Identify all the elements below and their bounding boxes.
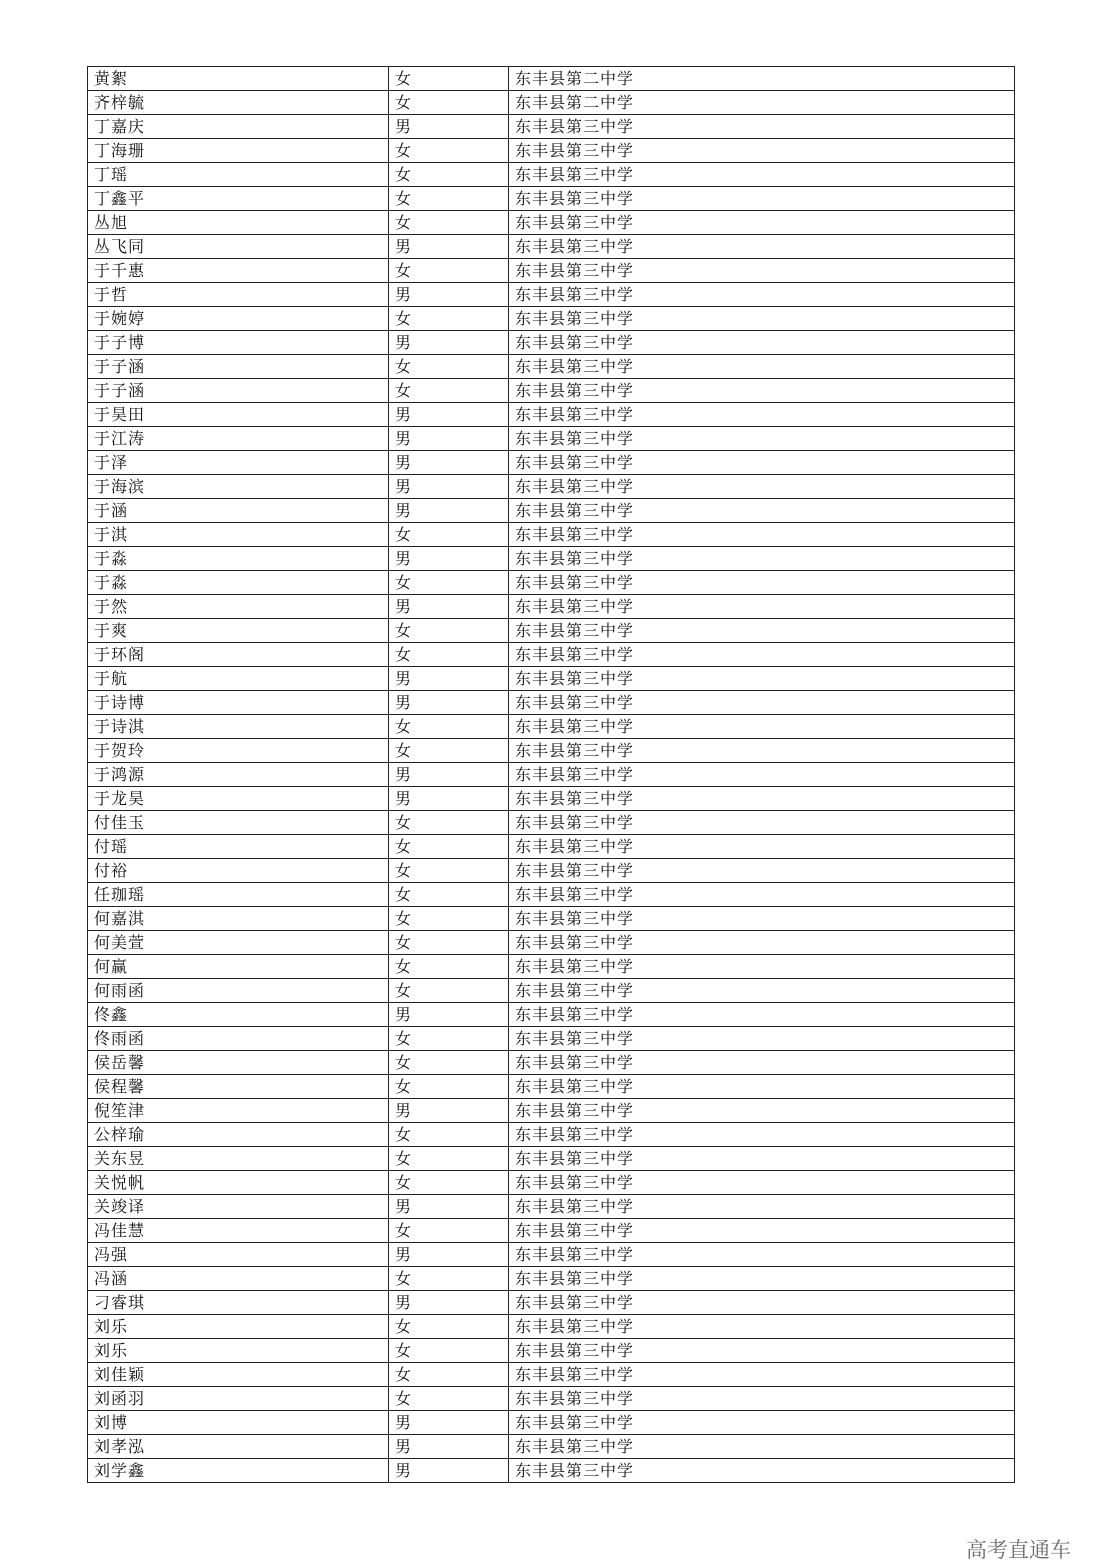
name-cell: 刘乐: [88, 1339, 389, 1363]
school-cell: 东丰县第三中学: [509, 355, 1015, 379]
name-cell: 于婉婷: [88, 307, 389, 331]
school-cell: 东丰县第三中学: [509, 859, 1015, 883]
gender-cell: 女: [389, 619, 509, 643]
gender-cell: 女: [389, 1075, 509, 1099]
school-cell: 东丰县第二中学: [509, 67, 1015, 91]
name-cell: 丁海珊: [88, 139, 389, 163]
school-cell: 东丰县第三中学: [509, 379, 1015, 403]
school-cell: 东丰县第三中学: [509, 619, 1015, 643]
table-row: [88, 643, 1015, 667]
table-row: [88, 331, 1015, 355]
gender-cell: 女: [389, 1027, 509, 1051]
name-cell: 于子涵: [88, 379, 389, 403]
table-row: [88, 499, 1015, 523]
name-cell: 刘佳颖: [88, 1363, 389, 1387]
name-cell: 刘博: [88, 1411, 389, 1435]
school-cell: 东丰县第三中学: [509, 163, 1015, 187]
name-cell: 于淼: [88, 571, 389, 595]
table-row: [88, 979, 1015, 1003]
gender-cell: 女: [389, 355, 509, 379]
name-cell: 于千惠: [88, 259, 389, 283]
name-cell: 公梓瑜: [88, 1123, 389, 1147]
gender-cell: 男: [389, 1195, 509, 1219]
school-cell: 东丰县第二中学: [509, 91, 1015, 115]
school-cell: 东丰县第三中学: [509, 1339, 1015, 1363]
table-row: [88, 139, 1015, 163]
gender-cell: 女: [389, 91, 509, 115]
name-cell: 于贺玲: [88, 739, 389, 763]
gender-cell: 女: [389, 523, 509, 547]
school-cell: 东丰县第三中学: [509, 811, 1015, 835]
name-cell: 于淇: [88, 523, 389, 547]
school-cell: 东丰县第三中学: [509, 1099, 1015, 1123]
school-cell: 东丰县第三中学: [509, 547, 1015, 571]
name-cell: 付佳玉: [88, 811, 389, 835]
gender-cell: 女: [389, 955, 509, 979]
table-row: [88, 1195, 1015, 1219]
name-cell: 于海滨: [88, 475, 389, 499]
table-row: [88, 1411, 1015, 1435]
table-row: [88, 739, 1015, 763]
school-cell: 东丰县第三中学: [509, 211, 1015, 235]
table-row: [88, 1243, 1015, 1267]
school-cell: 东丰县第三中学: [509, 643, 1015, 667]
name-cell: 于航: [88, 667, 389, 691]
table-row: [88, 1003, 1015, 1027]
name-cell: 于子涵: [88, 355, 389, 379]
table-row: [88, 859, 1015, 883]
gender-cell: 男: [389, 547, 509, 571]
table-row: [88, 931, 1015, 955]
school-cell: 东丰县第三中学: [509, 307, 1015, 331]
school-cell: 东丰县第三中学: [509, 1219, 1015, 1243]
school-cell: 东丰县第三中学: [509, 115, 1015, 139]
school-cell: 东丰县第三中学: [509, 475, 1015, 499]
gender-cell: 男: [389, 1003, 509, 1027]
school-cell: 东丰县第三中学: [509, 235, 1015, 259]
table-row: [88, 1387, 1015, 1411]
table-row: [88, 1099, 1015, 1123]
gender-cell: 女: [389, 835, 509, 859]
table-row: [88, 259, 1015, 283]
table-row: [88, 1051, 1015, 1075]
gender-cell: 男: [389, 235, 509, 259]
name-cell: 于诗淇: [88, 715, 389, 739]
school-cell: 东丰县第三中学: [509, 691, 1015, 715]
table-row: [88, 1339, 1015, 1363]
table-row: [88, 451, 1015, 475]
table-row: [88, 1291, 1015, 1315]
table-row: [88, 91, 1015, 115]
gender-cell: 男: [389, 595, 509, 619]
table-row: [88, 523, 1015, 547]
name-cell: 于爽: [88, 619, 389, 643]
name-cell: 侯程馨: [88, 1075, 389, 1099]
table-row: [88, 1075, 1015, 1099]
gender-cell: 女: [389, 1171, 509, 1195]
roster-body: [88, 67, 1015, 1483]
school-cell: 东丰县第三中学: [509, 715, 1015, 739]
name-cell: 齐梓毓: [88, 91, 389, 115]
school-cell: 东丰县第三中学: [509, 1435, 1015, 1459]
table-row: [88, 1363, 1015, 1387]
name-cell: 关竣译: [88, 1195, 389, 1219]
table-row: [88, 475, 1015, 499]
table-row: [88, 691, 1015, 715]
name-cell: 于涵: [88, 499, 389, 523]
table-row: [88, 883, 1015, 907]
school-cell: 东丰县第三中学: [509, 1171, 1015, 1195]
gender-cell: 男: [389, 115, 509, 139]
school-cell: 东丰县第三中学: [509, 1195, 1015, 1219]
gender-cell: 男: [389, 427, 509, 451]
school-cell: 东丰县第三中学: [509, 883, 1015, 907]
table-row: [88, 1171, 1015, 1195]
school-cell: 东丰县第三中学: [509, 931, 1015, 955]
gender-cell: 女: [389, 1339, 509, 1363]
name-cell: 刘孝泓: [88, 1435, 389, 1459]
table-row: [88, 187, 1015, 211]
school-cell: 东丰县第三中学: [509, 139, 1015, 163]
table-row: [88, 787, 1015, 811]
gender-cell: 女: [389, 1123, 509, 1147]
school-cell: 东丰县第三中学: [509, 835, 1015, 859]
name-cell: 付裕: [88, 859, 389, 883]
name-cell: 刘函羽: [88, 1387, 389, 1411]
table-row: [88, 571, 1015, 595]
school-cell: 东丰县第三中学: [509, 1243, 1015, 1267]
name-cell: 付瑶: [88, 835, 389, 859]
name-cell: 冯强: [88, 1243, 389, 1267]
table-row: [88, 907, 1015, 931]
name-cell: 于然: [88, 595, 389, 619]
name-cell: 于泽: [88, 451, 389, 475]
gender-cell: 男: [389, 667, 509, 691]
table-row: [88, 1459, 1015, 1483]
school-cell: 东丰县第三中学: [509, 1459, 1015, 1483]
gender-cell: 女: [389, 883, 509, 907]
table-row: [88, 1027, 1015, 1051]
gender-cell: 女: [389, 907, 509, 931]
name-cell: 于昊田: [88, 403, 389, 427]
school-cell: 东丰县第三中学: [509, 1003, 1015, 1027]
school-cell: 东丰县第三中学: [509, 499, 1015, 523]
table-row: [88, 763, 1015, 787]
gender-cell: 女: [389, 67, 509, 91]
table-row: [88, 163, 1015, 187]
gender-cell: 女: [389, 811, 509, 835]
name-cell: 刘乐: [88, 1315, 389, 1339]
name-cell: 于哲: [88, 283, 389, 307]
gender-cell: 女: [389, 715, 509, 739]
name-cell: 何嘉淇: [88, 907, 389, 931]
name-cell: 丛飞同: [88, 235, 389, 259]
gender-cell: 女: [389, 931, 509, 955]
name-cell: 于子博: [88, 331, 389, 355]
school-cell: 东丰县第三中学: [509, 907, 1015, 931]
gender-cell: 女: [389, 187, 509, 211]
gender-cell: 男: [389, 1411, 509, 1435]
gender-cell: 男: [389, 1243, 509, 1267]
table-row: [88, 115, 1015, 139]
name-cell: 于江涛: [88, 427, 389, 451]
table-row: [88, 619, 1015, 643]
name-cell: 倪笙津: [88, 1099, 389, 1123]
gender-cell: 女: [389, 307, 509, 331]
table-row: [88, 1435, 1015, 1459]
school-cell: 东丰县第三中学: [509, 739, 1015, 763]
school-cell: 东丰县第三中学: [509, 1411, 1015, 1435]
school-cell: 东丰县第三中学: [509, 331, 1015, 355]
table-row: [88, 1267, 1015, 1291]
table-row: [88, 379, 1015, 403]
gender-cell: 男: [389, 691, 509, 715]
gender-cell: 女: [389, 1387, 509, 1411]
gender-cell: 男: [389, 283, 509, 307]
name-cell: 侯岳馨: [88, 1051, 389, 1075]
gender-cell: 女: [389, 571, 509, 595]
name-cell: 冯涵: [88, 1267, 389, 1291]
name-cell: 刁睿琪: [88, 1291, 389, 1315]
name-cell: 于诗博: [88, 691, 389, 715]
school-cell: 东丰县第三中学: [509, 571, 1015, 595]
name-cell: 关悦帆: [88, 1171, 389, 1195]
roster-table: [87, 66, 1015, 1483]
gender-cell: 女: [389, 1267, 509, 1291]
school-cell: 东丰县第三中学: [509, 283, 1015, 307]
gender-cell: 女: [389, 259, 509, 283]
gender-cell: 男: [389, 499, 509, 523]
table-row: [88, 1147, 1015, 1171]
name-cell: 佟雨函: [88, 1027, 389, 1051]
gender-cell: 男: [389, 331, 509, 355]
table-row: [88, 307, 1015, 331]
watermark-text: 高考直通车: [966, 1538, 1071, 1562]
gender-cell: 男: [389, 1099, 509, 1123]
table-row: [88, 67, 1015, 91]
gender-cell: 女: [389, 643, 509, 667]
table-row: [88, 811, 1015, 835]
gender-cell: 女: [389, 211, 509, 235]
table-row: [88, 235, 1015, 259]
gender-cell: 女: [389, 739, 509, 763]
name-cell: 佟鑫: [88, 1003, 389, 1027]
school-cell: 东丰县第三中学: [509, 787, 1015, 811]
gender-cell: 女: [389, 379, 509, 403]
table-row: [88, 835, 1015, 859]
gender-cell: 女: [389, 1219, 509, 1243]
name-cell: 于环阁: [88, 643, 389, 667]
school-cell: 东丰县第三中学: [509, 667, 1015, 691]
school-cell: 东丰县第三中学: [509, 1387, 1015, 1411]
name-cell: 何赢: [88, 955, 389, 979]
name-cell: 丁鑫平: [88, 187, 389, 211]
table-row: [88, 403, 1015, 427]
gender-cell: 男: [389, 1459, 509, 1483]
school-cell: 东丰县第三中学: [509, 523, 1015, 547]
table-row: [88, 1219, 1015, 1243]
name-cell: 丛旭: [88, 211, 389, 235]
table-row: [88, 211, 1015, 235]
name-cell: 黄絮: [88, 67, 389, 91]
school-cell: 东丰县第三中学: [509, 955, 1015, 979]
name-cell: 关东昱: [88, 1147, 389, 1171]
school-cell: 东丰县第三中学: [509, 259, 1015, 283]
gender-cell: 女: [389, 1315, 509, 1339]
gender-cell: 女: [389, 163, 509, 187]
school-cell: 东丰县第三中学: [509, 1075, 1015, 1099]
gender-cell: 女: [389, 1147, 509, 1171]
gender-cell: 女: [389, 139, 509, 163]
school-cell: 东丰县第三中学: [509, 979, 1015, 1003]
table-row: [88, 595, 1015, 619]
school-cell: 东丰县第三中学: [509, 1147, 1015, 1171]
gender-cell: 男: [389, 475, 509, 499]
school-cell: 东丰县第三中学: [509, 427, 1015, 451]
school-cell: 东丰县第三中学: [509, 187, 1015, 211]
school-cell: 东丰县第三中学: [509, 451, 1015, 475]
gender-cell: 女: [389, 979, 509, 1003]
name-cell: 何雨函: [88, 979, 389, 1003]
name-cell: 任珈瑶: [88, 883, 389, 907]
table-row: [88, 283, 1015, 307]
name-cell: 丁瑶: [88, 163, 389, 187]
gender-cell: 男: [389, 403, 509, 427]
table-row: [88, 1315, 1015, 1339]
table-row: [88, 355, 1015, 379]
gender-cell: 男: [389, 763, 509, 787]
school-cell: 东丰县第三中学: [509, 763, 1015, 787]
school-cell: 东丰县第三中学: [509, 1051, 1015, 1075]
gender-cell: 女: [389, 1051, 509, 1075]
table-row: [88, 667, 1015, 691]
name-cell: 何美萱: [88, 931, 389, 955]
table-row: [88, 427, 1015, 451]
name-cell: 冯佳慧: [88, 1219, 389, 1243]
school-cell: 东丰县第三中学: [509, 1315, 1015, 1339]
gender-cell: 男: [389, 451, 509, 475]
school-cell: 东丰县第三中学: [509, 595, 1015, 619]
school-cell: 东丰县第三中学: [509, 1363, 1015, 1387]
gender-cell: 男: [389, 787, 509, 811]
name-cell: 丁嘉庆: [88, 115, 389, 139]
name-cell: 于淼: [88, 547, 389, 571]
gender-cell: 女: [389, 1363, 509, 1387]
table-row: [88, 547, 1015, 571]
gender-cell: 女: [389, 859, 509, 883]
school-cell: 东丰县第三中学: [509, 403, 1015, 427]
gender-cell: 男: [389, 1435, 509, 1459]
gender-cell: 男: [389, 1291, 509, 1315]
name-cell: 于龙昊: [88, 787, 389, 811]
name-cell: 刘学鑫: [88, 1459, 389, 1483]
name-cell: 于鸿源: [88, 763, 389, 787]
table-row: [88, 715, 1015, 739]
table-row: [88, 955, 1015, 979]
school-cell: 东丰县第三中学: [509, 1267, 1015, 1291]
school-cell: 东丰县第三中学: [509, 1027, 1015, 1051]
school-cell: 东丰县第三中学: [509, 1291, 1015, 1315]
roster-sheet: [87, 66, 1014, 1483]
school-cell: 东丰县第三中学: [509, 1123, 1015, 1147]
table-row: [88, 1123, 1015, 1147]
